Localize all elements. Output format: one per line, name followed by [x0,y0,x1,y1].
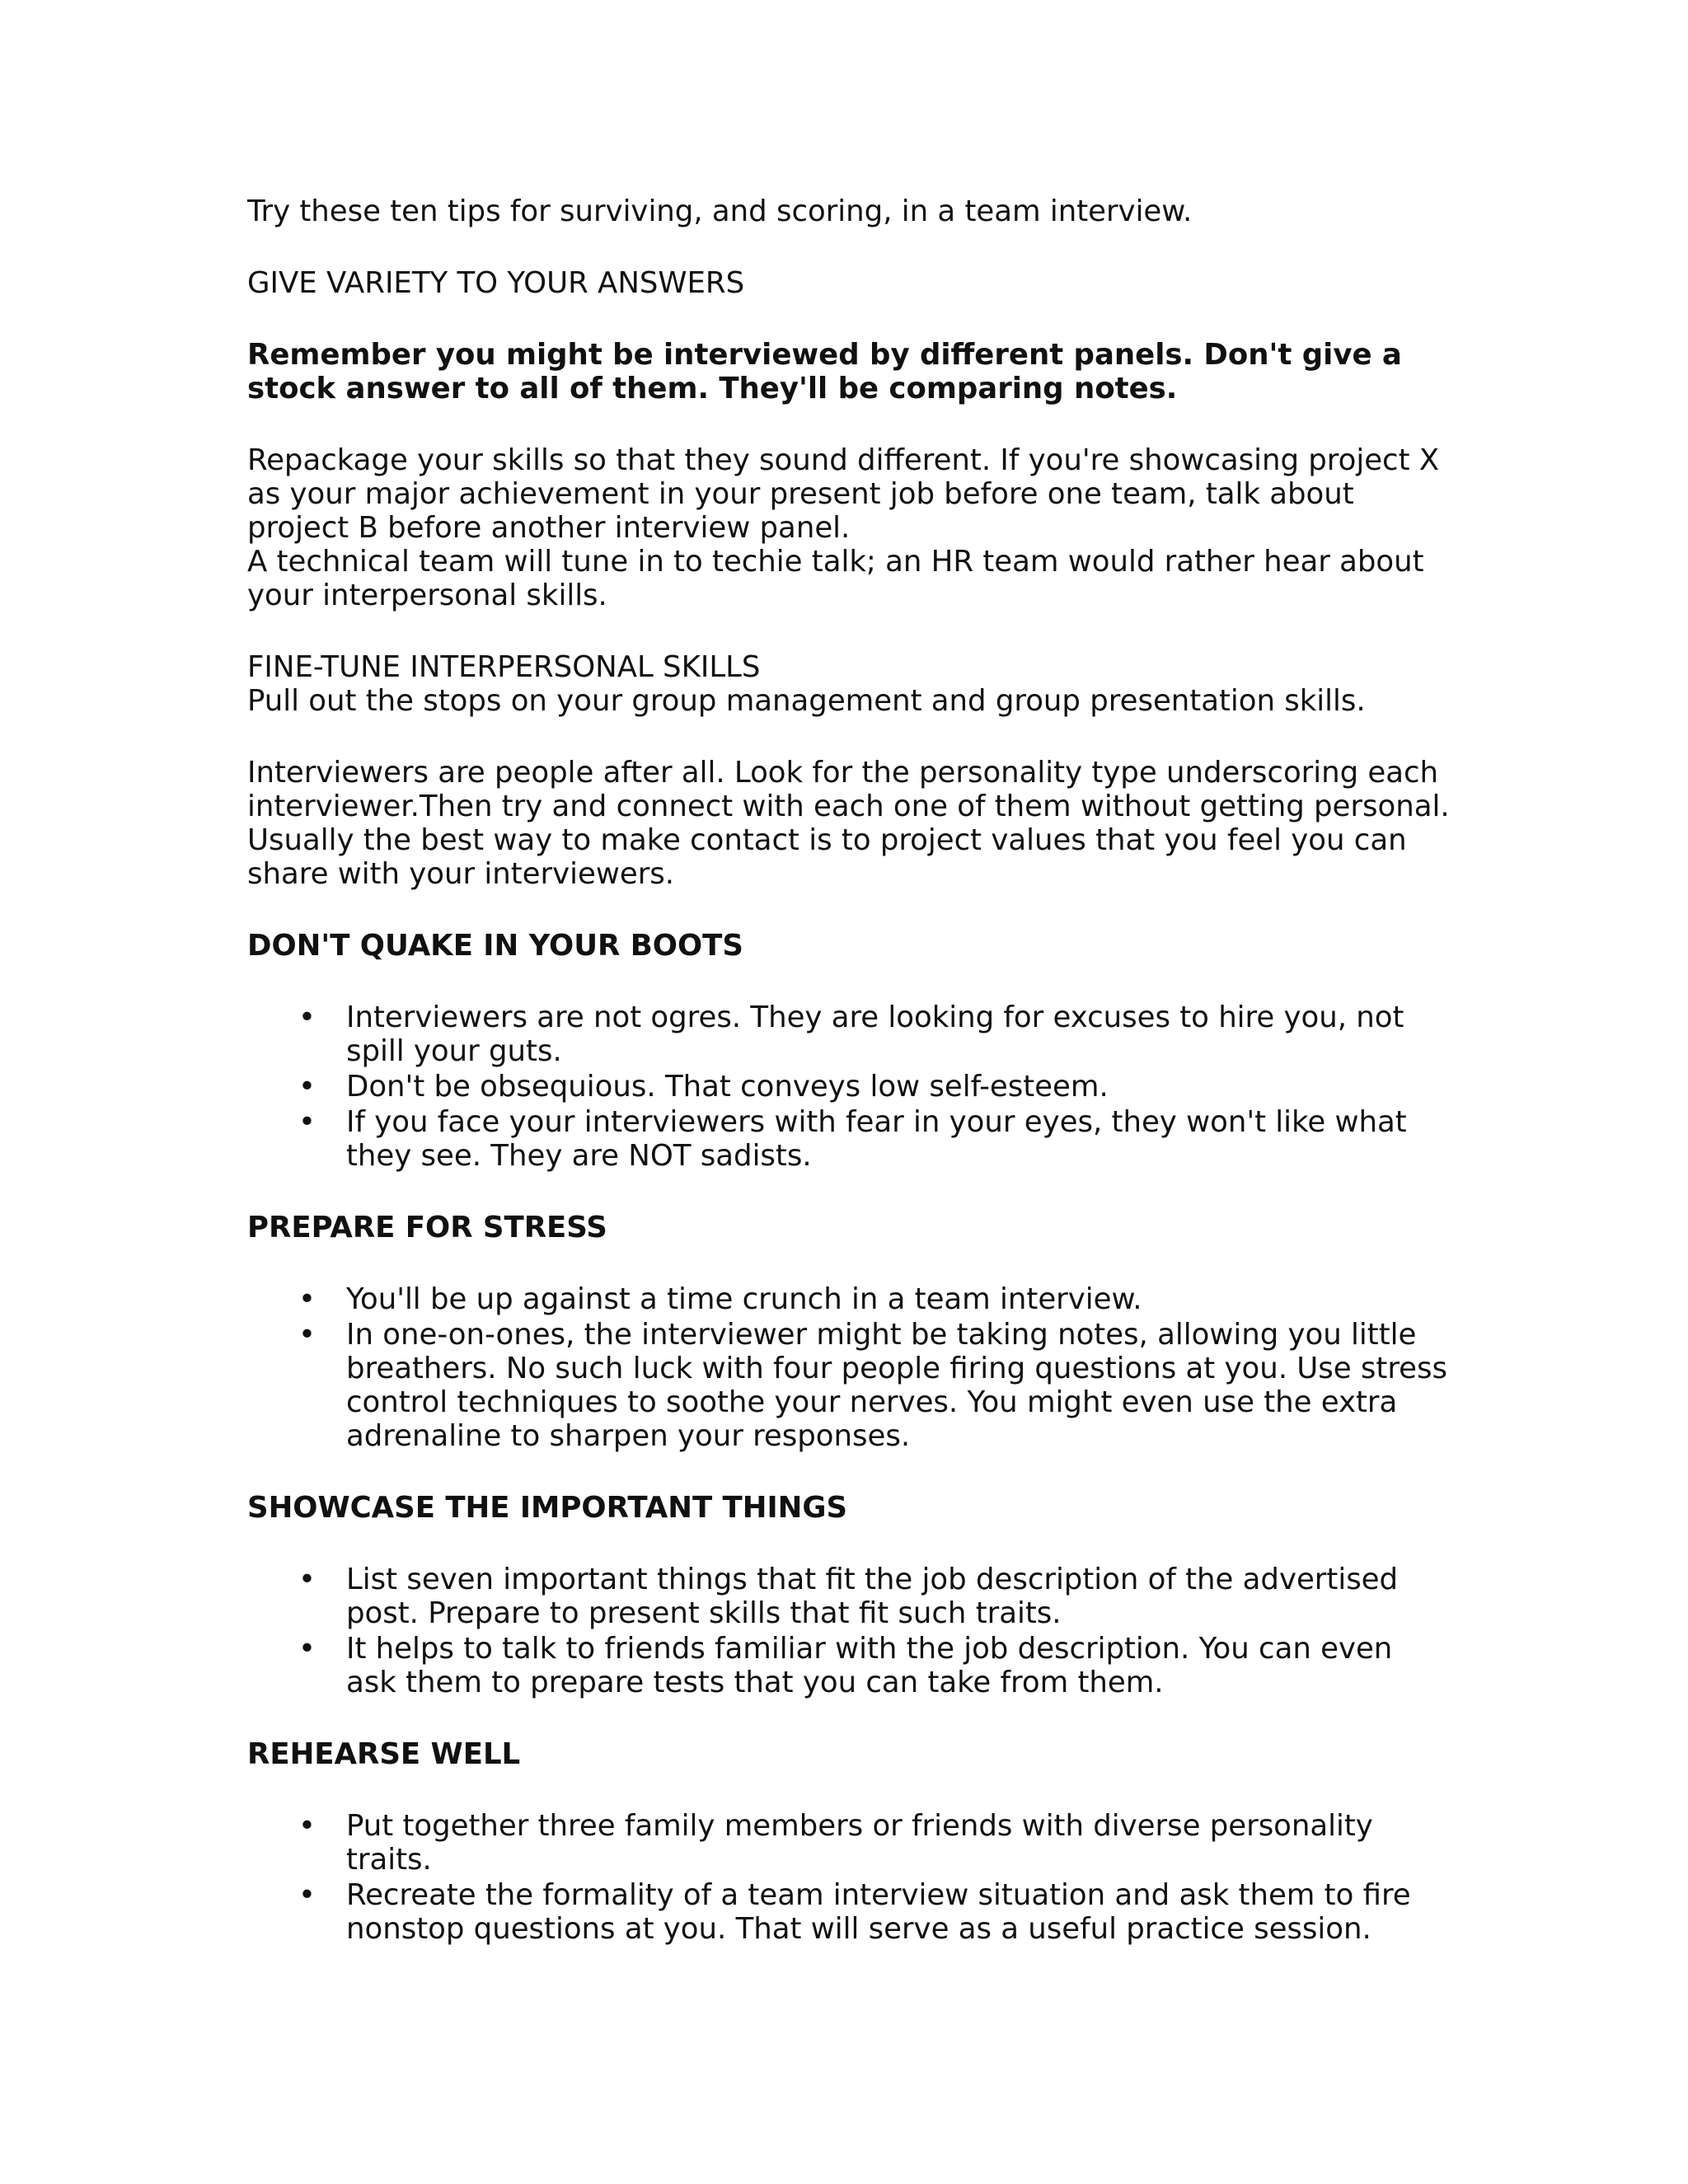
list-item: • Interviewers are not ogres. They are looking for excuses to hire you, not spill your guts. [346,1001,1451,1068]
section-heading-showcase: SHOWCASE THE IMPORTANT THINGS [247,1491,848,1525]
document-page [247,194,1451,1984]
interpersonal-paragraph-1: Pull out the stops on your group management and group presentation skills. [247,684,1366,718]
section-heading-variety: GIVE VARIETY TO YOUR ANSWERS [247,266,745,300]
list-item: • You'll be up against a time crunch in a team interview. [346,1282,1451,1316]
rehearse-list [247,1809,1451,1946]
showcase-list [247,1563,1451,1699]
variety-paragraph-1: Repackage your skills so that they sound different. If you're showcasing project X as your major achievement in your present job before one team, talk about project B before another interview panel. [247,443,1440,545]
list-item: • Recreate the formality of a team interview situation and ask them to fire nonstop questions at you. That will serve as a useful practice session. [346,1878,1451,1946]
intro-paragraph: Try these ten tips for surviving, and scoring, in a team interview. [247,194,1193,228]
boots-list [247,1001,1451,1173]
list-item: • Don't be obsequious. That conveys low self-esteem. [346,1070,1451,1104]
interpersonal-paragraph-2: Interviewers are people after all. Look for the personality type underscoring each interviewer.Then try and connect with each one of them without getting personal. Usually the best way to make contact is to project values that you feel you can share with your interviewers. [247,756,1450,891]
section-heading-rehearse: REHEARSE WELL [247,1737,521,1771]
variety-bold-paragraph: Remember you might be interviewed by different panels. Don't give a stock answer to all of them. They'll be comparing notes. [247,338,1402,405]
section-heading-interpersonal: FINE-TUNE INTERPERSONAL SKILLS [247,650,761,684]
list-item: • Put together three family members or friends with diverse personality traits. [346,1809,1451,1877]
section-heading-boots: DON'T QUAKE IN YOUR BOOTS [247,929,743,963]
stress-list [247,1282,1451,1453]
list-item: • It helps to talk to friends familiar with the job description. You can even ask them to prepare tests that you can take from them. [346,1632,1451,1699]
variety-paragraph-2: A technical team will tune in to techie talk; an HR team would rather hear about your interpersonal skills. [247,545,1424,612]
list-item: • In one-on-ones, the interviewer might be taking notes, allowing you little breathers. No such luck with four people firing questions at you. Use stress control techniques to soothe your nerves. You might even use the extra adrenaline to sharpen your responses. [346,1318,1451,1453]
list-item: • List seven important things that fit the job description of the advertised post. Prepare to present skills that fit such traits. [346,1563,1451,1630]
list-item: • If you face your interviewers with fear in your eyes, they won't like what they see. They are NOT sadists. [346,1105,1451,1173]
section-heading-stress: PREPARE FOR STRESS [247,1211,607,1244]
